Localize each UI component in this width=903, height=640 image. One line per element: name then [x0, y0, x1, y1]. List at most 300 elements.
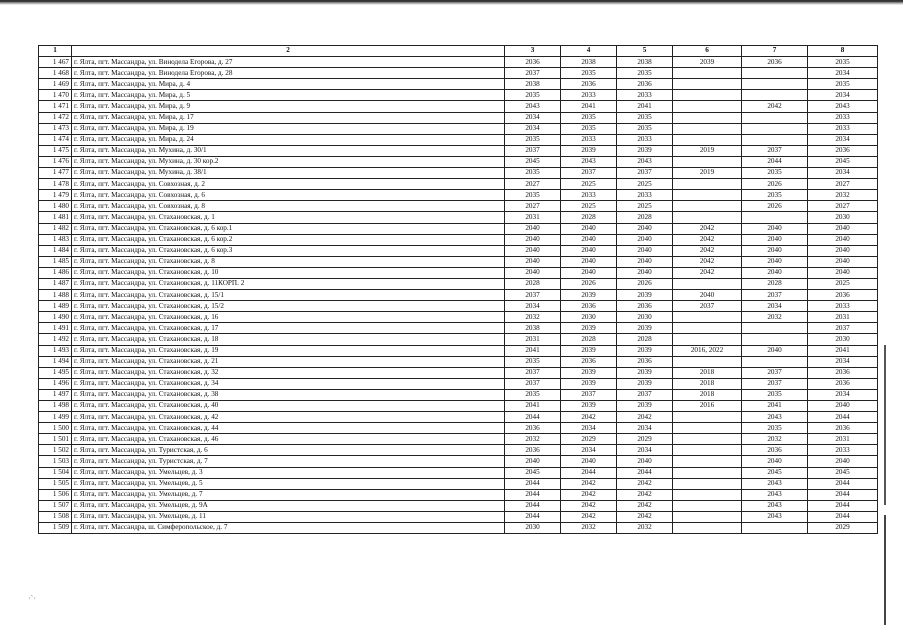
year-col-5-cell: 2033: [617, 190, 673, 201]
year-col-6-cell: [673, 190, 742, 201]
table-row: [39, 112, 878, 123]
row-number-cell: 1 491: [39, 323, 72, 334]
year-col-5-cell: 2040: [617, 245, 673, 256]
year-col-5-cell: 2042: [617, 500, 673, 511]
year-col-5-cell: 2042: [617, 412, 673, 423]
row-number-cell: 1 505: [39, 478, 72, 489]
year-col-6-cell: [673, 489, 742, 500]
row-number-cell: 1 502: [39, 445, 72, 456]
address-cell: г. Ялта, пгт. Массандра, ул. Стахановская, д. 11КОРП. 2: [72, 278, 505, 289]
year-col-5-cell: 2028: [617, 334, 673, 345]
year-col-6-cell: 2019: [673, 145, 742, 156]
table-row: [39, 290, 878, 301]
year-col-8-cell: 2034: [808, 134, 878, 145]
year-col-8-cell: 2031: [808, 434, 878, 445]
year-col-7-cell: 2040: [742, 245, 808, 256]
table-row: [39, 179, 878, 190]
year-col-8-cell: 2033: [808, 112, 878, 123]
address-cell: г. Ялта, пгт. Массандра, ул. Мира, д. 5: [72, 90, 505, 101]
address-cell: г. Ялта, пгт. Массандра, ул. Стахановская, д. 1: [72, 212, 505, 223]
year-col-6-cell: [673, 212, 742, 223]
year-col-3-cell: 2044: [505, 478, 561, 489]
row-number-cell: 1 481: [39, 212, 72, 223]
row-number-cell: 1 471: [39, 101, 72, 112]
year-col-8-cell: 2041: [808, 345, 878, 356]
year-col-8-cell: 2029: [808, 523, 878, 534]
year-col-6-cell: 2016, 2022: [673, 345, 742, 356]
year-col-5-cell: 2039: [617, 378, 673, 389]
year-col-8-cell: 2030: [808, 212, 878, 223]
address-cell: г. Ялта, пгт. Массандра, ул. Стахановская, д. 32: [72, 367, 505, 378]
year-col-7-cell: [742, 112, 808, 123]
column-header-7: 7: [742, 46, 808, 57]
year-col-3-cell: 2044: [505, 412, 561, 423]
address-cell: г. Ялта, пгт. Массандра, ул. Совхозная, д. 6: [72, 190, 505, 201]
year-col-4-cell: 2035: [561, 123, 617, 134]
year-col-8-cell: 2040: [808, 256, 878, 267]
year-col-3-cell: 2034: [505, 123, 561, 134]
year-col-3-cell: 2038: [505, 79, 561, 90]
row-number-cell: 1 508: [39, 511, 72, 522]
table-row: [39, 278, 878, 289]
table-row: [39, 323, 878, 334]
column-header-5: 5: [617, 46, 673, 57]
row-number-cell: 1 486: [39, 267, 72, 278]
year-col-6-cell: 2016: [673, 401, 742, 412]
year-col-3-cell: 2035: [505, 356, 561, 367]
year-col-6-cell: [673, 134, 742, 145]
year-col-8-cell: 2037: [808, 323, 878, 334]
table-row: [39, 234, 878, 245]
year-col-4-cell: 2035: [561, 112, 617, 123]
address-cell: г. Ялта, пгт. Массандра, ул. Стахановская, д. 19: [72, 345, 505, 356]
year-col-5-cell: 2036: [617, 356, 673, 367]
row-number-cell: 1 506: [39, 489, 72, 500]
row-number-cell: 1 474: [39, 134, 72, 145]
year-col-5-cell: 2038: [617, 57, 673, 68]
year-col-5-cell: 2033: [617, 90, 673, 101]
year-col-4-cell: 2030: [561, 312, 617, 323]
table-row: [39, 190, 878, 201]
year-col-8-cell: 2033: [808, 123, 878, 134]
row-number-cell: 1 500: [39, 423, 72, 434]
year-col-5-cell: 2039: [617, 290, 673, 301]
table-row: [39, 345, 878, 356]
year-col-4-cell: 2040: [561, 234, 617, 245]
table-row: [39, 101, 878, 112]
column-header-3: 3: [505, 46, 561, 57]
row-number-cell: 1 475: [39, 145, 72, 156]
year-col-3-cell: 2044: [505, 489, 561, 500]
year-col-7-cell: 2036: [742, 445, 808, 456]
year-col-5-cell: 2042: [617, 478, 673, 489]
row-number-cell: 1 468: [39, 68, 72, 79]
scan-top-border: [0, 0, 903, 5]
year-col-5-cell: 2039: [617, 401, 673, 412]
year-col-7-cell: [742, 90, 808, 101]
year-col-5-cell: 2036: [617, 79, 673, 90]
year-col-4-cell: 2036: [561, 79, 617, 90]
year-col-5-cell: 2034: [617, 423, 673, 434]
address-cell: г. Ялта, пгт. Массандра, ул. Мира, д. 19: [72, 123, 505, 134]
year-col-7-cell: 2026: [742, 201, 808, 212]
year-col-5-cell: 2030: [617, 312, 673, 323]
year-col-4-cell: 2042: [561, 489, 617, 500]
address-cell: г. Ялта, пгт. Массандра, ул. Стахановская, д. 40: [72, 401, 505, 412]
year-col-3-cell: 2045: [505, 467, 561, 478]
year-col-8-cell: 2030: [808, 334, 878, 345]
year-col-6-cell: [673, 456, 742, 467]
year-col-5-cell: 2039: [617, 367, 673, 378]
address-cell: г. Ялта, пгт. Массандра, ул. Умельцев, д. 3: [72, 467, 505, 478]
table-body: [39, 57, 878, 534]
year-col-5-cell: 2035: [617, 123, 673, 134]
table-row: [39, 145, 878, 156]
address-cell: г. Ялта, пгт. Массандра, ул. Стахановская, д. 42: [72, 412, 505, 423]
table-row: [39, 478, 878, 489]
year-col-8-cell: 2044: [808, 489, 878, 500]
address-cell: г. Ялта, пгт. Массандра, ш. Симферопольское, д. 7: [72, 523, 505, 534]
year-col-8-cell: 2045: [808, 467, 878, 478]
year-col-8-cell: 2031: [808, 312, 878, 323]
year-col-8-cell: 2032: [808, 190, 878, 201]
table-row: [39, 389, 878, 400]
year-col-8-cell: 2025: [808, 278, 878, 289]
year-col-8-cell: 2035: [808, 79, 878, 90]
year-col-6-cell: 2018: [673, 367, 742, 378]
year-col-5-cell: 2040: [617, 223, 673, 234]
row-number-cell: 1 480: [39, 201, 72, 212]
table-row: [39, 456, 878, 467]
table-row: [39, 301, 878, 312]
year-col-7-cell: 2044: [742, 156, 808, 167]
year-col-6-cell: [673, 334, 742, 345]
year-col-7-cell: [742, 123, 808, 134]
year-col-3-cell: 2035: [505, 190, 561, 201]
year-col-3-cell: 2036: [505, 57, 561, 68]
column-header-6: 6: [673, 46, 742, 57]
year-col-6-cell: 2018: [673, 389, 742, 400]
row-number-cell: 1 490: [39, 312, 72, 323]
year-col-3-cell: 2041: [505, 345, 561, 356]
scan-speck: ·`·: [28, 594, 36, 603]
year-col-3-cell: 2035: [505, 168, 561, 179]
table-row: [39, 367, 878, 378]
year-col-6-cell: [673, 179, 742, 190]
column-header-2: 2: [72, 46, 505, 57]
year-col-5-cell: 2032: [617, 523, 673, 534]
year-col-6-cell: 2039: [673, 57, 742, 68]
year-col-6-cell: [673, 478, 742, 489]
year-col-5-cell: 2034: [617, 445, 673, 456]
year-col-6-cell: [673, 112, 742, 123]
address-cell: г. Ялта, пгт. Массандра, ул. Совхозная, д. 2: [72, 179, 505, 190]
year-col-3-cell: 2035: [505, 90, 561, 101]
year-col-7-cell: 2032: [742, 434, 808, 445]
address-cell: г. Ялта, пгт. Массандра, ул. Умельцев, д. 9А: [72, 500, 505, 511]
year-col-8-cell: 2044: [808, 478, 878, 489]
address-cell: г. Ялта, пгт. Массандра, ул. Совхозная, д. 8: [72, 201, 505, 212]
address-cell: г. Ялта, пгт. Массандра, ул. Стахановская, д. 6 кор.3: [72, 245, 505, 256]
year-col-5-cell: 2041: [617, 101, 673, 112]
table-row: [39, 57, 878, 68]
year-col-4-cell: 2042: [561, 478, 617, 489]
address-cell: г. Ялта, пгт. Массандра, ул. Умельцев, д. 7: [72, 489, 505, 500]
row-number-cell: 1 477: [39, 168, 72, 179]
year-col-5-cell: 2037: [617, 168, 673, 179]
year-col-5-cell: 2026: [617, 278, 673, 289]
row-number-cell: 1 509: [39, 523, 72, 534]
year-col-4-cell: 2038: [561, 57, 617, 68]
year-col-7-cell: [742, 323, 808, 334]
year-col-7-cell: 2043: [742, 500, 808, 511]
year-col-8-cell: 2044: [808, 500, 878, 511]
table-row: [39, 334, 878, 345]
year-col-4-cell: 2039: [561, 345, 617, 356]
column-header-1: 1: [39, 46, 72, 57]
year-col-3-cell: 2040: [505, 456, 561, 467]
address-cell: г. Ялта, пгт. Массандра, ул. Винодела Егорова, д. 28: [72, 68, 505, 79]
year-col-7-cell: 2037: [742, 290, 808, 301]
year-col-6-cell: [673, 156, 742, 167]
row-number-cell: 1 484: [39, 245, 72, 256]
year-col-8-cell: 2040: [808, 245, 878, 256]
address-cell: г. Ялта, пгт. Массандра, ул. Стахановская, д. 18: [72, 334, 505, 345]
row-number-cell: 1 479: [39, 190, 72, 201]
year-col-7-cell: [742, 79, 808, 90]
year-col-5-cell: 2040: [617, 456, 673, 467]
year-col-7-cell: 2040: [742, 256, 808, 267]
year-col-5-cell: 2040: [617, 256, 673, 267]
year-col-8-cell: 2034: [808, 90, 878, 101]
column-header-8: 8: [808, 46, 878, 57]
column-header-4: 4: [561, 46, 617, 57]
year-col-6-cell: 2019: [673, 168, 742, 179]
table-row: [39, 434, 878, 445]
row-number-cell: 1 499: [39, 412, 72, 423]
year-col-7-cell: 2040: [742, 456, 808, 467]
year-col-8-cell: 2040: [808, 234, 878, 245]
year-col-7-cell: [742, 212, 808, 223]
table-row: [39, 312, 878, 323]
year-col-5-cell: 2035: [617, 112, 673, 123]
year-col-4-cell: 2039: [561, 401, 617, 412]
address-cell: г. Ялта, пгт. Массандра, ул. Мира, д. 4: [72, 79, 505, 90]
year-col-3-cell: 2035: [505, 134, 561, 145]
address-cell: г. Ялта, пгт. Массандра, ул. Мира, д. 9: [72, 101, 505, 112]
year-col-3-cell: 2037: [505, 145, 561, 156]
address-cell: г. Ялта, пгт. Массандра, ул. Умельцев, д. 5: [72, 478, 505, 489]
year-col-6-cell: 2040: [673, 290, 742, 301]
year-col-5-cell: 2039: [617, 345, 673, 356]
year-col-4-cell: 2033: [561, 190, 617, 201]
year-col-4-cell: 2028: [561, 212, 617, 223]
year-col-4-cell: 2044: [561, 467, 617, 478]
year-col-7-cell: 2035: [742, 190, 808, 201]
year-col-8-cell: 2027: [808, 201, 878, 212]
year-col-6-cell: [673, 79, 742, 90]
year-col-4-cell: 2040: [561, 256, 617, 267]
scan-edge-line: [884, 345, 886, 505]
row-number-cell: 1 482: [39, 223, 72, 234]
year-col-3-cell: 2037: [505, 367, 561, 378]
year-col-8-cell: 2036: [808, 378, 878, 389]
year-col-7-cell: 2037: [742, 367, 808, 378]
year-col-8-cell: 2045: [808, 156, 878, 167]
address-cell: г. Ялта, пгт. Массандра, ул. Стахановская, д. 15/1: [72, 290, 505, 301]
year-col-3-cell: 2032: [505, 434, 561, 445]
table-row: [39, 378, 878, 389]
year-col-4-cell: 2026: [561, 278, 617, 289]
year-col-3-cell: 2038: [505, 323, 561, 334]
year-col-8-cell: 2040: [808, 223, 878, 234]
row-number-cell: 1 492: [39, 334, 72, 345]
year-col-5-cell: 2028: [617, 212, 673, 223]
year-col-6-cell: [673, 467, 742, 478]
row-number-cell: 1 497: [39, 389, 72, 400]
year-col-5-cell: 2033: [617, 134, 673, 145]
year-col-8-cell: 2036: [808, 145, 878, 156]
year-col-8-cell: 2040: [808, 456, 878, 467]
year-col-4-cell: 2039: [561, 145, 617, 156]
year-col-8-cell: 2034: [808, 356, 878, 367]
address-cell: г. Ялта, пгт. Массандра, ул. Мухина, д. 30 кор.2: [72, 156, 505, 167]
table-row: [39, 223, 878, 234]
year-col-5-cell: 2025: [617, 201, 673, 212]
year-col-5-cell: 2036: [617, 301, 673, 312]
row-number-cell: 1 494: [39, 356, 72, 367]
row-number-cell: 1 469: [39, 79, 72, 90]
year-col-4-cell: 2037: [561, 168, 617, 179]
year-col-6-cell: [673, 445, 742, 456]
year-col-6-cell: 2042: [673, 234, 742, 245]
year-col-8-cell: 2036: [808, 423, 878, 434]
table-row: [39, 489, 878, 500]
year-col-6-cell: 2042: [673, 245, 742, 256]
year-col-3-cell: 2027: [505, 179, 561, 190]
year-col-6-cell: [673, 90, 742, 101]
year-col-8-cell: 2040: [808, 267, 878, 278]
year-col-6-cell: [673, 123, 742, 134]
year-col-6-cell: [673, 356, 742, 367]
year-col-6-cell: [673, 201, 742, 212]
address-cell: г. Ялта, пгт. Массандра, ул. Стахановская, д. 17: [72, 323, 505, 334]
row-number-cell: 1 493: [39, 345, 72, 356]
table-row: [39, 90, 878, 101]
year-col-7-cell: 2032: [742, 312, 808, 323]
year-col-3-cell: 2036: [505, 423, 561, 434]
address-cell: г. Ялта, пгт. Массандра, ул. Стахановская, д. 34: [72, 378, 505, 389]
table-row: [39, 445, 878, 456]
year-col-8-cell: 2044: [808, 412, 878, 423]
table-row: [39, 245, 878, 256]
year-col-8-cell: 2027: [808, 179, 878, 190]
year-col-7-cell: 2043: [742, 478, 808, 489]
year-col-4-cell: 2033: [561, 134, 617, 145]
year-col-6-cell: [673, 68, 742, 79]
address-cell: г. Ялта, пгт. Массандра, ул. Стахановская, д. 10: [72, 267, 505, 278]
year-col-6-cell: [673, 500, 742, 511]
table-row: [39, 401, 878, 412]
year-col-3-cell: 2027: [505, 201, 561, 212]
year-col-3-cell: 2034: [505, 301, 561, 312]
table-row: [39, 267, 878, 278]
year-col-5-cell: 2043: [617, 156, 673, 167]
row-number-cell: 1 483: [39, 234, 72, 245]
address-cell: г. Ялта, пгт. Массандра, ул. Умельцев, д. 11: [72, 511, 505, 522]
address-cell: г. Ялта, пгт. Массандра, ул. Стахановская, д. 38: [72, 389, 505, 400]
year-col-7-cell: 2041: [742, 401, 808, 412]
year-col-7-cell: 2040: [742, 345, 808, 356]
row-number-cell: 1 503: [39, 456, 72, 467]
year-col-5-cell: 2042: [617, 489, 673, 500]
year-col-4-cell: 2042: [561, 511, 617, 522]
year-col-7-cell: 2043: [742, 489, 808, 500]
address-cell: г. Ялта, пгт. Массандра, ул. Стахановская, д. 16: [72, 312, 505, 323]
year-col-7-cell: 2035: [742, 423, 808, 434]
year-col-8-cell: 2036: [808, 367, 878, 378]
year-col-3-cell: 2034: [505, 112, 561, 123]
year-col-3-cell: 2040: [505, 234, 561, 245]
year-col-6-cell: [673, 434, 742, 445]
address-cell: г. Ялта, пгт. Массандра, ул. Стахановская, д. 44: [72, 423, 505, 434]
year-col-8-cell: 2043: [808, 101, 878, 112]
year-col-5-cell: 2040: [617, 234, 673, 245]
year-col-6-cell: [673, 101, 742, 112]
year-col-3-cell: 2040: [505, 223, 561, 234]
table-row: [39, 356, 878, 367]
table-row: [39, 523, 878, 534]
year-col-3-cell: 2045: [505, 156, 561, 167]
year-col-4-cell: 2036: [561, 301, 617, 312]
year-col-8-cell: 2036: [808, 290, 878, 301]
address-cell: г. Ялта, пгт. Массандра, ул. Мухина, д. 30/1: [72, 145, 505, 156]
year-col-5-cell: 2035: [617, 68, 673, 79]
year-col-3-cell: 2030: [505, 523, 561, 534]
row-number-cell: 1 489: [39, 301, 72, 312]
year-col-5-cell: 2029: [617, 434, 673, 445]
year-col-3-cell: 2031: [505, 334, 561, 345]
year-col-6-cell: 2042: [673, 256, 742, 267]
year-col-4-cell: 2040: [561, 245, 617, 256]
year-col-4-cell: 2034: [561, 445, 617, 456]
address-cell: г. Ялта, пгт. Массандра, ул. Стахановская, д. 15/2: [72, 301, 505, 312]
year-col-5-cell: 2039: [617, 323, 673, 334]
year-col-4-cell: 2025: [561, 179, 617, 190]
table-row: [39, 123, 878, 134]
year-col-5-cell: 2040: [617, 267, 673, 278]
table-header-row: [39, 46, 878, 57]
year-col-8-cell: 2033: [808, 301, 878, 312]
table-row: [39, 423, 878, 434]
year-col-6-cell: 2018: [673, 378, 742, 389]
address-cell: г. Ялта, пгт. Массандра, ул. Стахановская, д. 6 кор.1: [72, 223, 505, 234]
year-col-4-cell: 2039: [561, 378, 617, 389]
year-col-4-cell: 2032: [561, 523, 617, 534]
year-col-4-cell: 2037: [561, 389, 617, 400]
address-cell: г. Ялта, пгт. Массандра, ул. Мира, д. 24: [72, 134, 505, 145]
address-cell: г. Ялта, пгт. Массандра, ул. Винодела Егорова, д. 27: [72, 57, 505, 68]
year-col-4-cell: 2025: [561, 201, 617, 212]
year-col-3-cell: 2032: [505, 312, 561, 323]
year-col-3-cell: 2044: [505, 511, 561, 522]
table-row: [39, 212, 878, 223]
year-col-7-cell: 2042: [742, 101, 808, 112]
row-number-cell: 1 498: [39, 401, 72, 412]
year-col-3-cell: 2031: [505, 212, 561, 223]
year-col-8-cell: 2044: [808, 511, 878, 522]
row-number-cell: 1 507: [39, 500, 72, 511]
